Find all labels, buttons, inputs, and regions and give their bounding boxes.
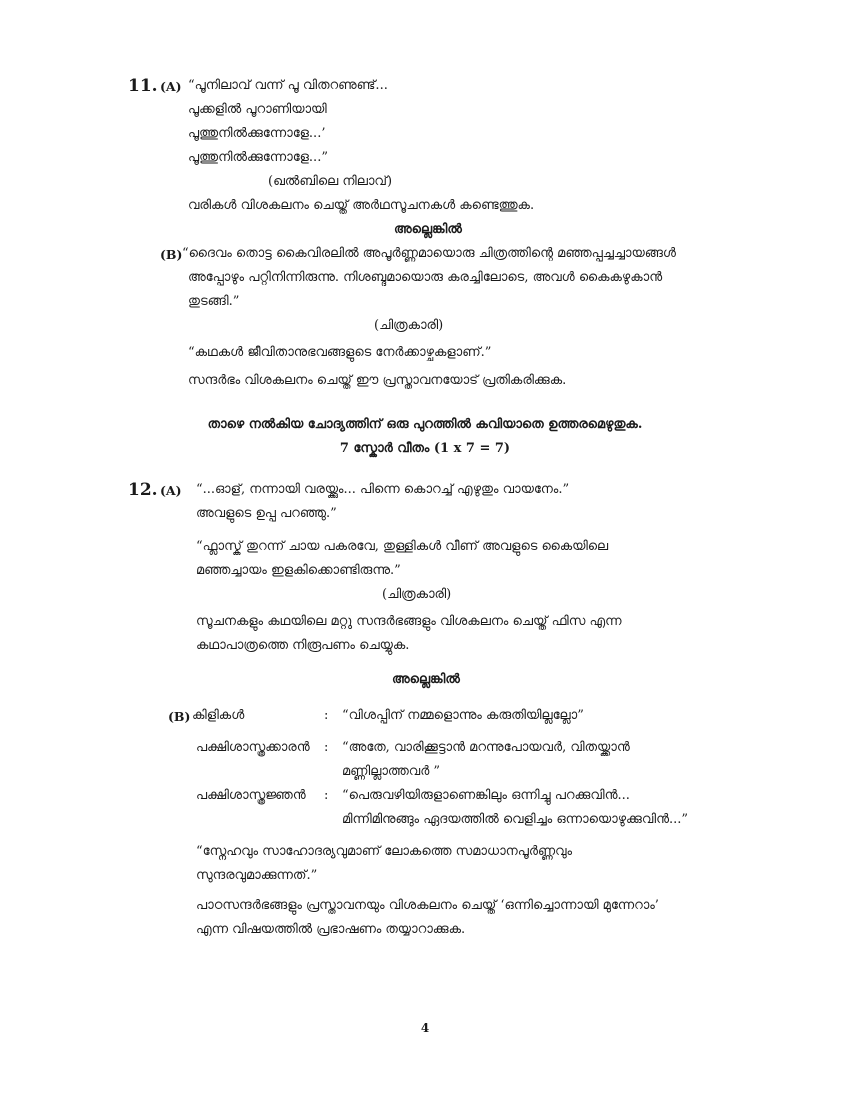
dialogue-line: മിന്നിമിനുങ്ങും ഏദയത്തിൽ വെളിച്ചം ഒന്നായൊഴുക്കുവിൻ...”: [342, 812, 689, 827]
dialogue-speaker: പക്ഷിശാസ്ത്രക്കാരൻ: [196, 740, 310, 755]
q11-a-line-4: പൂത്തുനിൽക്കുന്നോളേ...”: [188, 150, 328, 165]
q12-a-task-line-1: സൂചനകളും കഥയിലെ മറ്റു സന്ദർഭങ്ങളും വിശകലനം ചെയ്ത് ഫിസ എന്ന: [196, 614, 622, 629]
q12-a-line-2: അവളുടെ ഉപ്പ പറഞ്ഞു.”: [196, 506, 337, 521]
dialogue-line: “അതേ, വാരിക്കൂട്ടാൻ മറന്നുപോയവർ, വിതയ്ക്കാൻ: [342, 740, 630, 755]
question-number-11: 11.: [128, 76, 158, 96]
q11-b-source: (ചിത്രകാരി): [374, 318, 444, 333]
q11-b-line-3: തുടങ്ങി.”: [188, 294, 240, 309]
q12-a-quote-line-2: മഞ്ഞച്ചായം ഇളകിക്കൊണ്ടിരുന്നു.”: [196, 563, 401, 578]
section-marks: 7 സ്കോർ വീതം (1 x 7 = 7): [339, 441, 511, 456]
q12-b-task-line-2: എന്ന വിഷയത്തിൽ പ്രഭാഷണം തയ്യാറാക്കുക.: [196, 922, 466, 937]
q11-b-statement: “കഥകൾ ജീവിതാനുഭവങ്ങളുടെ നേർക്കാഴ്ചകളാണ്.”: [188, 345, 492, 360]
dialogue-speaker: പക്ഷിശാസ്ത്രജ്ഞൻ: [196, 788, 306, 803]
q11-a-line-3: പൂത്തുനിൽക്കുന്നോളേ...’: [188, 126, 326, 141]
dialogue-speaker: കിളികൾ: [192, 708, 245, 723]
dialogue-colon: :: [324, 708, 329, 723]
dialogue-line: “വിശപ്പിന് നമ്മളൊന്നും കരുതിയില്ലല്ലോ”: [342, 708, 584, 723]
q11-a-source: (ഖൽബിലെ നിലാവ്): [268, 174, 393, 189]
q11-part-a-label: (A): [160, 79, 182, 94]
q11-b-task: സന്ദർഭം വിശകലനം ചെയ്ത് ഈ പ്രസ്താവനയോട് പ്രതികരിക്കുക.: [188, 373, 567, 388]
section-instruction: താഴെ നൽകിയ ചോദ്യത്തിന് ഒരു പുറത്തിൽ കവിയാതെ ഉത്തരമെഴുതുക.: [207, 417, 643, 432]
q12-b-statement-line-2: സുന്ദരവുമാക്കുന്നത്.”: [196, 868, 318, 883]
q12-b-task-line-1: പാഠസന്ദർഭങ്ങളും പ്രസ്താവനയും വിശകലനം ചെയ്ത് ‘ഒന്നിച്ചൊന്നായി മുന്നേറാം’: [196, 898, 659, 913]
q12-a-quote-line-1: “ഫ്ലാസ്ക് തുറന്ന് ചായ പകരവേ, തുള്ളികൾ വീണ് അവളുടെ കൈയിലെ: [196, 539, 609, 554]
q12-part-a-label: (A): [160, 483, 182, 498]
q11-a-task: വരികൾ വിശകലനം ചെയ്ത് അർഥസൂചനകൾ കണ്ടെത്തുക.: [188, 198, 535, 213]
page-number: 4: [420, 1021, 430, 1035]
q12-b-statement-line-1: “സ്നേഹവും സാഹോദര്യവുമാണ് ലോകത്തെ സമാധാനപൂർണ്ണവും: [196, 844, 573, 859]
q11-b-line-2: അപ്പോഴും പറ്റിനിന്നിരുന്നു. നിശബ്ദമായൊരു കരച്ചിലോടെ, അവൾ കൈകഴുകാൻ: [188, 270, 663, 285]
dialogue-colon: :: [324, 740, 329, 755]
q11-part-b-label: (B): [160, 247, 183, 262]
q12-part-b-label: (B): [168, 709, 191, 724]
q12-a-source: (ചിത്രകാരി): [382, 587, 452, 602]
dialogue-line: മണ്ണില്ലാത്തവർ ”: [342, 764, 441, 779]
question-number-12: 12.: [128, 480, 158, 500]
q12-a-line-1: “...ഓള്, നന്നായി വരയ്ക്കും... പിന്നെ കൊറച്ച് എഴുതും വായനേം.”: [196, 482, 570, 497]
dialogue-line: “പെരുവഴിയിരുളാണെങ്കിലും ഒന്നിച്ചു പറക്കുവിൻ...: [342, 788, 630, 803]
q11-b-line-1: “ദൈവം തൊട്ട കൈവിരലിൽ അപൂർണ്ണമായൊരു ചിത്രത്തിന്റെ മഞ്ഞപ്പച്ചച്ചായങ്ങൾ: [182, 246, 676, 261]
q12-a-task-line-2: കഥാപാത്രത്തെ നിരൂപണം ചെയ്യുക.: [196, 638, 410, 653]
q12-or-label: അല്ലെങ്കിൽ: [392, 672, 460, 687]
q11-a-line-1: “പൂനിലാവ് വന്ന് പൂ വിതറണുണ്ട്...: [188, 78, 388, 93]
q11-a-line-2: പൂക്കളിൽ പൂറാണിയായി: [188, 102, 327, 117]
q11-or-label: അല്ലെങ്കിൽ: [394, 222, 462, 237]
dialogue-colon: :: [324, 788, 329, 803]
